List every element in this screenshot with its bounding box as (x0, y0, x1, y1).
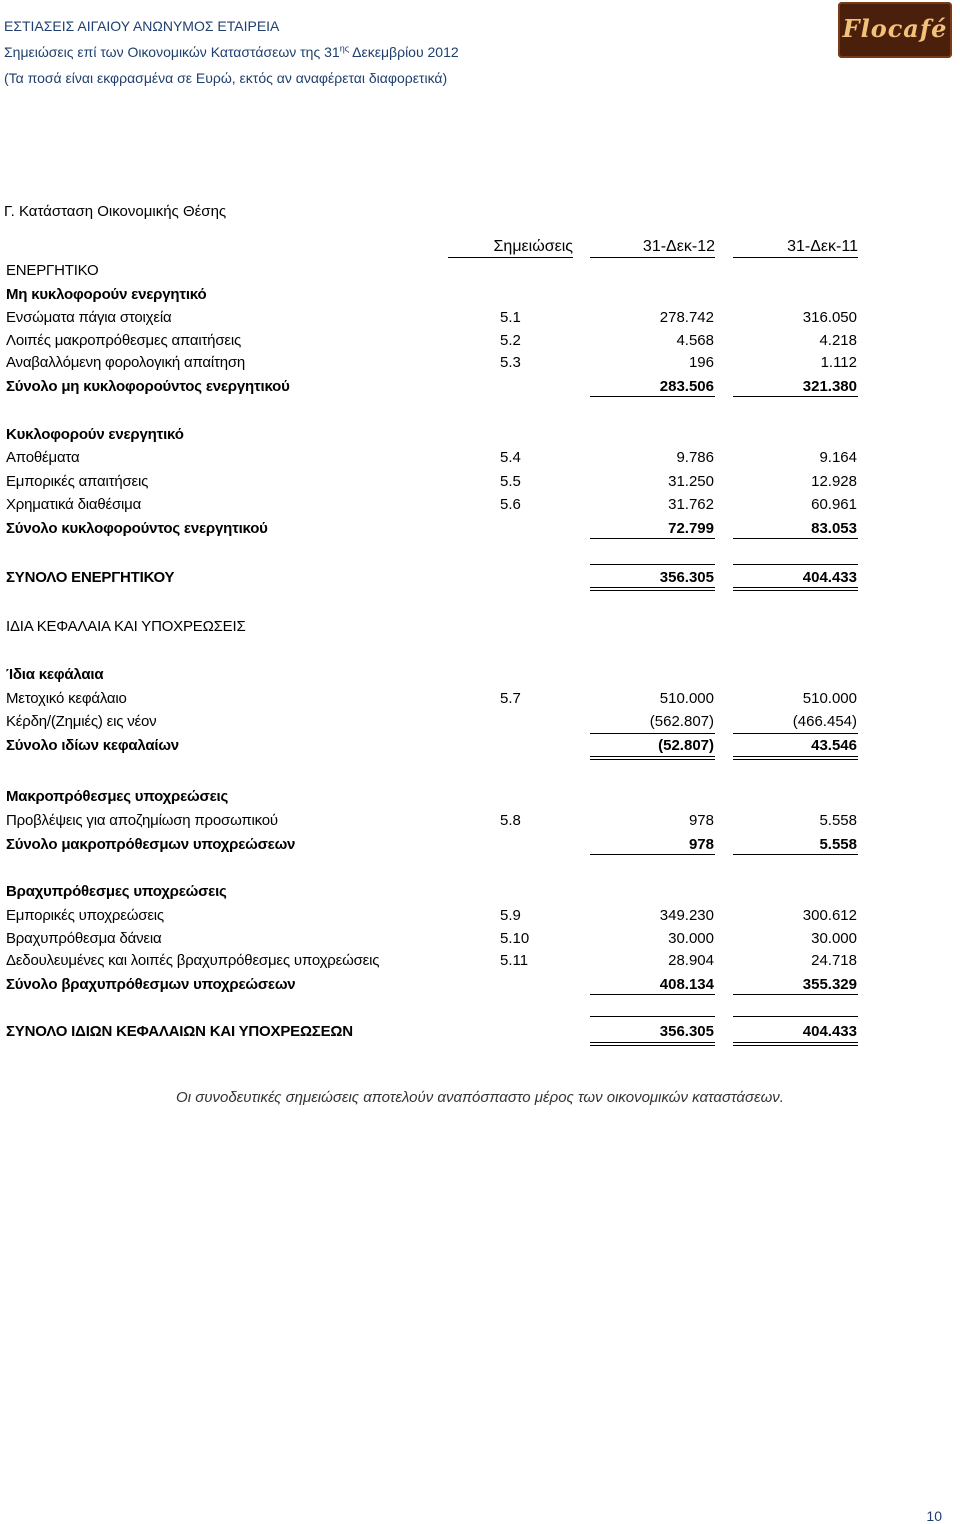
row-note: 5.5 (500, 473, 521, 490)
total-double-rule (733, 587, 858, 588)
row-label: Σύνολο κυκλοφορούντος ενεργητικού (6, 520, 268, 537)
subtotal-rule (733, 1016, 858, 1017)
total-double-rule (733, 590, 858, 591)
currency-note: (Τα ποσά είναι εκφρασμένα σε Ευρώ, εκτός αν αναφέρεται διαφορετικά) (4, 70, 448, 86)
statement-row (0, 812, 960, 832)
subtotal-rule (590, 538, 715, 539)
column-header-underline (590, 257, 715, 258)
row-value-2012: 31.762 (668, 496, 714, 513)
statement-row (0, 836, 960, 856)
row-label: ΣΥΝΟΛΟ ΕΝΕΡΓΗΤΙΚΟΥ (6, 569, 175, 586)
row-value-2011: 510.000 (802, 690, 857, 707)
row-value-2011: 24.718 (811, 952, 857, 969)
statement-row (0, 354, 960, 374)
subtotal-rule (733, 854, 858, 855)
total-double-rule (590, 1042, 715, 1043)
row-value-2012: 349.230 (659, 907, 714, 924)
row-value-2011: 30.000 (811, 930, 857, 947)
row-label: Αναβαλλόμενη φορολογική απαίτηση (6, 354, 246, 371)
row-value-2012: 510.000 (659, 690, 714, 707)
row-label: Εμπορικές υποχρεώσεις (6, 907, 164, 924)
row-note: 5.1 (500, 309, 521, 326)
row-value-2011: 404.433 (802, 569, 857, 586)
row-label: Μακροπρόθεσμες υποχρεώσεις (6, 788, 229, 805)
statement-row (0, 309, 960, 329)
row-label: Μετοχικό κεφάλαιο (6, 690, 127, 707)
statement-row (0, 690, 960, 710)
row-value-2011: 316.050 (802, 309, 857, 326)
total-double-rule (590, 587, 715, 588)
statement-row (0, 520, 960, 540)
subtotal-rule (733, 538, 858, 539)
row-note: 5.2 (500, 332, 521, 349)
row-value-2012: 9.786 (676, 449, 714, 466)
row-value-2011: 1.112 (820, 354, 857, 371)
row-value-2012: 196 (688, 354, 714, 371)
statement-row (0, 286, 960, 306)
total-double-rule (733, 759, 858, 760)
statement-row (0, 713, 960, 733)
row-value-2011: 355.329 (802, 976, 857, 993)
row-value-2012: 978 (688, 812, 714, 829)
statement-row (0, 930, 960, 950)
row-value-2011: 83.053 (811, 520, 857, 537)
row-label: Μη κυκλοφορούν ενεργητικό (6, 286, 207, 303)
total-double-rule (733, 1042, 858, 1043)
page-number: 10 (926, 1508, 942, 1524)
row-value-2011: 321.380 (802, 378, 857, 395)
subtotal-rule (590, 564, 715, 565)
statement-row (0, 378, 960, 398)
column-header-notes: Σημειώσεις (493, 238, 573, 255)
row-label: Λοιπές μακροπρόθεσμες απαιτήσεις (6, 332, 242, 349)
row-value-2011: 60.961 (811, 496, 857, 513)
statement-row (0, 332, 960, 352)
row-label: Ενσώματα πάγια στοιχεία (6, 309, 172, 326)
statement-row (0, 788, 960, 808)
row-value-2011: 5.558 (819, 812, 857, 829)
row-value-2012: 4.568 (676, 332, 714, 349)
statement-row (0, 426, 960, 446)
row-note: 5.9 (500, 907, 521, 924)
row-value-2012: 30.000 (668, 930, 714, 947)
row-label: Χρηματικά διαθέσιμα (6, 496, 142, 513)
row-value-2012: (52.807) (658, 737, 714, 754)
row-label: Σύνολο μη κυκλοφορούντος ενεργητικού (6, 378, 290, 395)
row-label: ΕΝΕΡΓΗΤΙΚΟ (6, 262, 99, 279)
row-value-2012: 278.742 (659, 309, 714, 326)
row-note: 5.6 (500, 496, 521, 513)
row-value-2011: 404.433 (802, 1023, 857, 1040)
row-value-2011: (466.454) (792, 713, 857, 730)
row-note: 5.4 (500, 449, 521, 466)
row-label: Εμπορικές απαιτήσεις (6, 473, 149, 490)
subtitle-superscript: ης (339, 43, 350, 54)
subtotal-rule (590, 994, 715, 995)
row-value-2012: 72.799 (668, 520, 714, 537)
column-header-underline (448, 257, 573, 258)
row-note: 5.11 (500, 952, 529, 969)
total-double-rule (590, 1045, 715, 1046)
subtotal-rule (733, 994, 858, 995)
subtotal-rule (733, 564, 858, 565)
row-value-2012: (562.807) (649, 713, 714, 730)
subtitle-text-end: Δεκεμβρίου 2012 (349, 44, 459, 60)
column-header-underline (733, 257, 858, 258)
column-header-current-year: 31-Δεκ-12 (642, 238, 715, 255)
subtotal-rule (590, 854, 715, 855)
subtotal-rule (733, 396, 858, 397)
statement-row (0, 883, 960, 903)
total-double-rule (590, 756, 715, 757)
row-label: Βραχυπρόθεσμα δάνεια (6, 930, 162, 947)
row-label: Προβλέψεις για αποζημίωση προσωπικού (6, 812, 278, 829)
statement-row (0, 952, 960, 972)
logo-text: Flocafé (842, 14, 948, 43)
statement-row (0, 666, 960, 686)
statement-row (0, 496, 960, 516)
row-value-2011: 12.928 (811, 473, 857, 490)
total-double-rule (733, 1045, 858, 1046)
footer-note: Οι συνοδευτικές σημειώσεις αποτελούν αναπόσπαστο μέρος των οικονομικών καταστάσεων. (176, 1089, 784, 1106)
row-label: Αποθέματα (6, 449, 80, 466)
document-subtitle (4, 44, 459, 60)
statement-row (0, 976, 960, 996)
row-value-2012: 408.134 (659, 976, 714, 993)
row-value-2011: 9.164 (819, 449, 857, 466)
flocafe-logo (838, 2, 952, 58)
row-label: Σύνολο μακροπρόθεσμων υποχρεώσεων (6, 836, 296, 853)
row-value-2012: 978 (688, 836, 714, 853)
statement-row (0, 907, 960, 927)
statement-row (0, 473, 960, 493)
statement-row (0, 618, 960, 638)
row-value-2012: 356.305 (659, 1023, 714, 1040)
row-label: ΙΔΙΑ ΚΕΦΑΛΑΙΑ ΚΑΙ ΥΠΟΧΡΕΩΣΕΙΣ (6, 618, 246, 635)
subtitle-text: Σημειώσεις επί των Οικονομικών Καταστάσεων της 31 (4, 44, 340, 60)
row-note: 5.3 (500, 354, 521, 371)
column-header-previous-year: 31-Δεκ-11 (787, 238, 858, 255)
row-value-2012: 31.250 (668, 473, 714, 490)
statement-row (0, 1023, 960, 1043)
subtotal-rule (590, 733, 715, 734)
total-double-rule (733, 756, 858, 757)
row-label: Σύνολο ιδίων κεφαλαίων (6, 737, 179, 754)
subtotal-rule (733, 733, 858, 734)
row-label: ΣΥΝΟΛΟ ΙΔΙΩΝ ΚΕΦΑΛΑΙΩΝ ΚΑΙ ΥΠΟΧΡΕΩΣΕΩΝ (6, 1023, 353, 1040)
row-value-2011: 300.612 (802, 907, 857, 924)
row-value-2012: 356.305 (659, 569, 714, 586)
total-double-rule (590, 759, 715, 760)
row-label: Κυκλοφορούν ενεργητικό (6, 426, 184, 443)
row-label: Δεδουλευμένες και λοιπές βραχυπρόθεσμες υποχρεώσεις (6, 952, 380, 969)
row-note: 5.10 (500, 930, 530, 947)
subtotal-rule (590, 396, 715, 397)
row-value-2012: 283.506 (659, 378, 714, 395)
company-name: ΕΣΤΙΑΣΕΙΣ ΑΙΓΑΙΟΥ ΑΝΩΝΥΜΟΣ ΕΤΑΙΡΕΙΑ (4, 18, 280, 34)
statement-row (0, 262, 960, 282)
row-value-2011: 5.558 (819, 836, 857, 853)
statement-row (0, 569, 960, 589)
row-label: Ίδια κεφάλαια (6, 666, 104, 683)
row-label: Σύνολο βραχυπρόθεσμων υποχρεώσεων (6, 976, 296, 993)
row-label: Κέρδη/(Ζημιές) εις νέον (6, 713, 157, 730)
section-title: Γ. Κατάσταση Οικονομικής Θέσης (4, 203, 227, 220)
row-note: 5.7 (500, 690, 521, 707)
total-double-rule (590, 590, 715, 591)
statement-row (0, 449, 960, 469)
row-value-2011: 4.218 (819, 332, 857, 349)
row-value-2011: 43.546 (811, 737, 857, 754)
row-value-2012: 28.904 (668, 952, 714, 969)
statement-row (0, 737, 960, 757)
subtotal-rule (590, 1016, 715, 1017)
row-label: Βραχυπρόθεσμες υποχρεώσεις (6, 883, 227, 900)
row-note: 5.8 (500, 812, 521, 829)
